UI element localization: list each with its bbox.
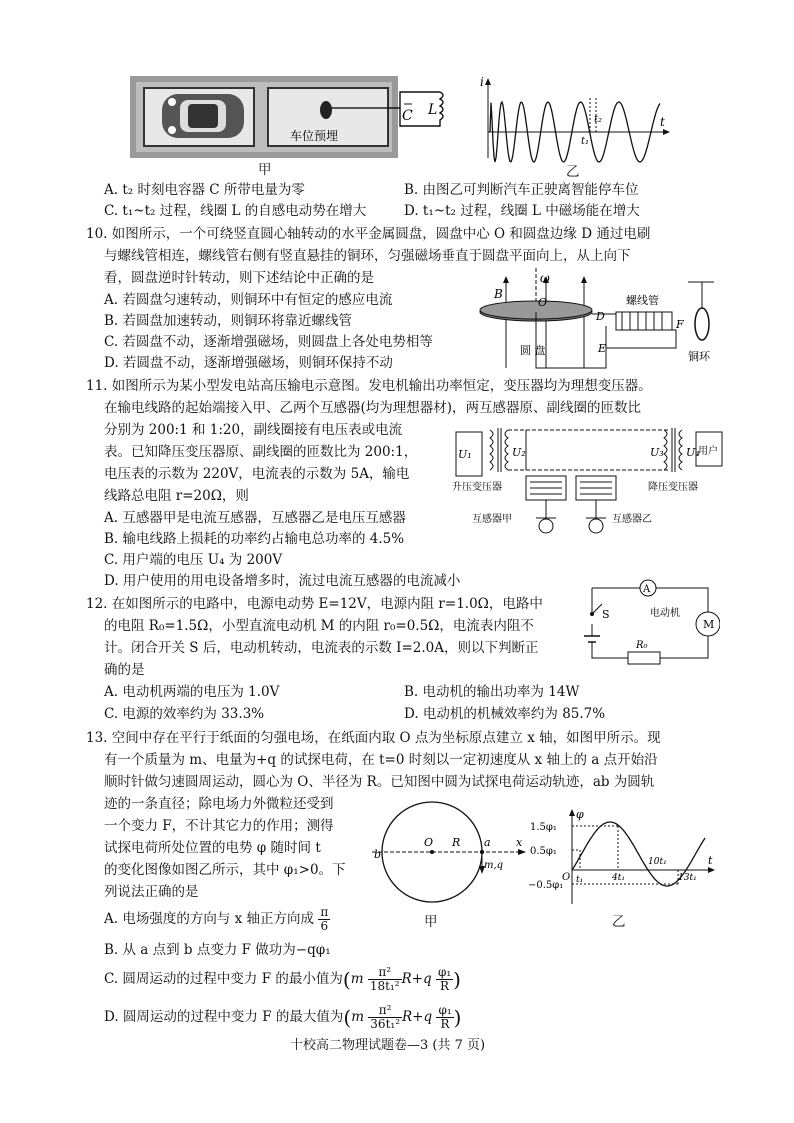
q13-stem-6: 试探电荷所处位置的电势 φ 随时间 t xyxy=(104,840,321,856)
svg-text:m,q: m,q xyxy=(484,860,504,871)
svg-text:U₁: U₁ xyxy=(458,448,472,461)
svg-text:0.5φ₁: 0.5φ₁ xyxy=(530,846,557,857)
svg-text:C: C xyxy=(402,108,413,124)
q13-fig-yi-caption: 乙 xyxy=(612,914,626,930)
svg-text:R₀: R₀ xyxy=(636,640,648,651)
q12-stem-3: 计。闭合开关 S 后，电动机转动，电流表的示数 I=2.0A，则以下判断正 xyxy=(104,640,539,656)
svg-text:U₄: U₄ xyxy=(686,446,700,459)
q11-option-a: A. 互感器甲是电流互感器，互感器乙是电压互感器 xyxy=(104,510,406,526)
svg-text:降压变压器: 降压变压器 xyxy=(648,482,698,493)
q12-option-b: B. 电动机的输出功率为 14W xyxy=(404,684,580,700)
q13-stem-7: 的变化图像如图乙所示，其中 φ₁>0。下 xyxy=(104,862,346,878)
svg-text:b: b xyxy=(374,848,382,861)
parking-label: 车位预埋 xyxy=(290,129,339,143)
q13-fig-jia-caption: 甲 xyxy=(424,914,438,930)
svg-text:ω: ω xyxy=(540,271,550,285)
q9-figure-yi xyxy=(478,76,678,166)
page-footer: 十校高二物理试题卷—3 (共 7 页) xyxy=(290,1038,486,1053)
car-icon xyxy=(162,94,244,138)
svg-text:升压变压器: 升压变压器 xyxy=(452,482,502,493)
q9-option-c: C. t₁~t₂ 过程，线圈 L 的自感电动势在增大 xyxy=(104,203,367,219)
svg-text:L: L xyxy=(428,102,438,118)
q12-stem-1: 12. 在如图所示的电路中，电源电动势 E=12V，电源内阻 r=1.0Ω，电路中 xyxy=(86,596,543,612)
svg-text:E: E xyxy=(598,342,607,355)
svg-text:U₂: U₂ xyxy=(512,446,526,459)
svg-text:4t₁: 4t₁ xyxy=(612,873,625,883)
svg-text:S: S xyxy=(602,608,610,621)
q10-option-b: B. 若圆盘加速转动，则铜环将靠近螺线管 xyxy=(104,313,353,329)
q12-figure xyxy=(580,578,720,668)
svg-text:−0.5φ₁: −0.5φ₁ xyxy=(528,880,564,891)
svg-text:互感器甲: 互感器甲 xyxy=(472,514,512,525)
q13-figure-yi xyxy=(528,808,718,908)
q10-stem-2: 与螺线管相连，螺线管右侧有竖直悬挂的铜环，匀强磁场垂直于圆盘平面向上，从上向下 xyxy=(104,248,631,264)
svg-text:铜环: 铜环 xyxy=(688,350,710,363)
q11-option-d: D. 用户使用的用电设备增多时，流过电流互感器的电流减小 xyxy=(104,573,461,589)
svg-text:O: O xyxy=(424,836,434,849)
q13-stem-2: 有一个质量为 m、电量为+q 的试探电荷，在 t=0 时刻以一定初速度从 x 轴上的 a 点开始沿 xyxy=(104,752,658,768)
q10-option-a: A. 若圆盘匀速转动，则铜环中有恒定的感应电流 xyxy=(104,292,393,308)
q11-option-b: B. 输电线路上损耗的功率约占输电总功率的 4.5% xyxy=(104,531,405,547)
svg-text:F: F xyxy=(676,318,684,331)
q10-figure xyxy=(476,268,724,378)
q12-stem-4: 确的是 xyxy=(104,662,145,678)
q9-fig-jia-caption: 甲 xyxy=(258,162,272,178)
svg-text:t: t xyxy=(708,854,713,867)
q9-option-d: D. t₁~t₂ 过程，线圈 L 中磁场能在增大 xyxy=(404,203,640,219)
q9-fig-yi-caption: 乙 xyxy=(566,164,580,180)
q10-stem-1: 10. 如图所示，一个可绕竖直圆心轴转动的水平金属圆盘，圆盘中心 O 和圆盘边缘 D 通过电刷 xyxy=(86,226,651,242)
svg-text:a: a xyxy=(484,836,491,849)
svg-text:t₂: t₂ xyxy=(594,114,603,125)
q13-stem-5: 一个变力 F，不计其它力的作用；测得 xyxy=(104,818,334,834)
svg-text:O: O xyxy=(538,296,548,309)
q10-stem-3: 看，圆盘逆时针转动，则下述结论中正确的是 xyxy=(104,270,374,286)
q10-option-c: C. 若圆盘不动，逐渐增强磁场，则圆盘上各处电势相等 xyxy=(104,334,433,350)
q12-stem-2: 的电阻 R₀=1.5Ω，小型直流电动机 M 的内阻 r₀=0.5Ω，电流表内阻不 xyxy=(104,618,534,634)
svg-text:t: t xyxy=(660,115,665,129)
svg-text:U₃: U₃ xyxy=(650,446,664,459)
q11-stem-6: 线路总电阻 r=20Ω，则 xyxy=(104,488,249,504)
q13-stem-3: 顺时针做匀速圆周运动，圆心为 O、半径为 R。已知图中圆为试探电荷运动轨迹，ab 为圆轨 xyxy=(104,774,655,790)
svg-text:φ: φ xyxy=(576,808,584,821)
q11-stem-3: 分别为 200:1 和 1:20，副线圈接有电压表或电流 xyxy=(104,422,403,438)
q9-option-b: B. 由图乙可判断汽车正驶离智能停车位 xyxy=(404,182,639,198)
q11-option-c: C. 用户端的电压 U₄ 为 200V xyxy=(104,552,283,568)
svg-text:R: R xyxy=(452,836,461,849)
svg-text:x: x xyxy=(516,836,523,849)
svg-text:O: O xyxy=(562,872,571,883)
svg-text:A: A xyxy=(643,584,651,595)
svg-text:B: B xyxy=(494,287,503,301)
svg-text:电动机: 电动机 xyxy=(650,608,680,619)
q13-option-b: B. 从 a 点到 b 点变力 F 做功为−qφ₁ xyxy=(104,942,331,958)
svg-text:D: D xyxy=(596,310,605,323)
svg-text:螺线管: 螺线管 xyxy=(626,294,659,307)
q13-option-a: A. 电场强度的方向与 x 轴正方向成 $\frac{\pi}{6}$ xyxy=(104,905,329,933)
svg-text:13t₁: 13t₁ xyxy=(678,873,697,883)
q9-figure-jia xyxy=(130,74,460,174)
q13-stem-4: 迹的一条直径；除电场力外微粒还受到 xyxy=(104,796,334,812)
q13-option-c: C. 圆周运动的过程中变力 F 的最小值为(m $\frac{\text{π²}}{\text{18t₁²}}$ R+q $\frac{\text{φ₁}}{R}$ ) xyxy=(104,965,461,993)
svg-text:互感器乙: 互感器乙 xyxy=(612,514,652,525)
q11-stem-1: 11. 如图所示为某小型发电站高压输电示意图。发电机输出功率恒定，变压器均为理想变压器。 xyxy=(86,378,652,394)
q12-option-d: D. 电动机的机械效率约为 85.7% xyxy=(404,706,606,722)
svg-text:1.5φ₁: 1.5φ₁ xyxy=(530,822,557,833)
q13-stem-1: 13. 空间中存在平行于纸面的匀强电场，在纸面内取 O 点为坐标原点建立 x 轴，如图甲所示。现 xyxy=(86,730,661,746)
q11-stem-5: 电压表的示数为 220V，电流表的示数为 5A，输电 xyxy=(104,466,410,482)
q12-option-a: A. 电动机两端的电压为 1.0V xyxy=(104,684,280,700)
svg-text:t₁: t₁ xyxy=(581,136,590,147)
q13-stem-8: 列说法正确的是 xyxy=(104,884,199,900)
svg-text:t₁: t₁ xyxy=(576,875,584,885)
q11-stem-4: 表。已知降压变压器原、副线圈的匝数比为 200:1， xyxy=(104,444,418,460)
q11-stem-2: 在输电线路的起始端接入甲、乙两个互感器(均为理想器材)，两互感器原、副线圈的匝数比 xyxy=(104,400,642,416)
q9-option-a: A. t₂ 时刻电容器 C 所带电量为零 xyxy=(104,182,305,198)
q12-option-c: C. 电源的效率约为 33.3% xyxy=(104,706,265,722)
q13-figure-jia xyxy=(372,800,532,920)
q10-option-d: D. 若圆盘不动，逐渐增强磁场，则铜环保持不动 xyxy=(104,355,393,371)
svg-text:用户: 用户 xyxy=(698,446,718,457)
svg-text:10t₁: 10t₁ xyxy=(648,857,667,867)
q13-option-d: D. 圆周运动的过程中变力 F 的最大值为(m $\frac{\text{π²}}{\text{36t₁²}}$ R+q $\frac{\text{φ₁}}{R}$ ) xyxy=(104,1003,462,1031)
q11-figure xyxy=(452,426,728,538)
svg-text:M: M xyxy=(703,618,715,631)
svg-text:i: i xyxy=(480,76,484,89)
svg-text:圆 盘: 圆 盘 xyxy=(520,344,546,357)
